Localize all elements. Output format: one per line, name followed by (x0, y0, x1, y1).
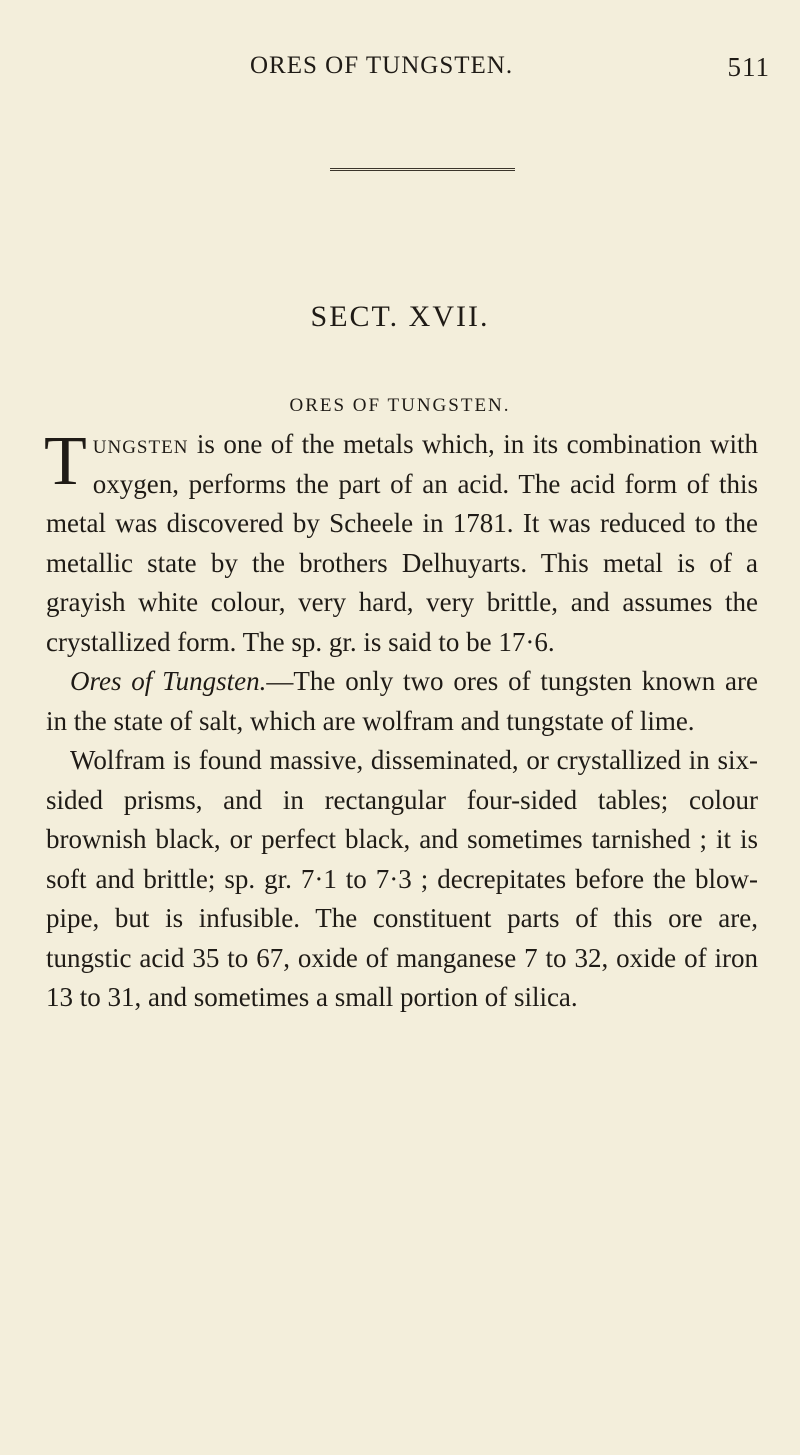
paragraph-1-text: is one of the metals which, in its combination with oxygen, performs the part of an acid. The acid form of this metal was discovered by Scheele in 1781. It was reduced to the metallic state by the brothers Delhuyarts. This metal is of a grayish white colour, very hard, very brittle, and assumes the crystallized form. The sp. gr. is said to be 17·6. (46, 429, 758, 657)
drop-cap: T (44, 423, 87, 500)
paragraph-2 (46, 662, 758, 741)
section-title: SECT. XVII. (310, 300, 490, 333)
smallcaps-word: ungsten (92, 429, 189, 459)
section-subtitle: ORES OF TUNGSTEN. (289, 395, 511, 416)
paragraph-3-text: Wolfram is found massive, disseminated, or crystallized in six-sided prisms, and in rectangular four-sided tables; colour brownish black, or perfect black, and sometimes tarnished ; it is soft and brittle; sp. gr. 7·1 to 7·3 ; decrepitates before the blow-pipe, but is infusible. The constituent parts of this ore are, tungstic acid 35 to 67, oxide of manganese 7 to 32, oxide of iron 13 to 31, and sometimes a small portion of silica. (46, 745, 758, 1012)
page-number: 511 (727, 52, 770, 82)
running-head (250, 52, 770, 92)
paragraph-1 (46, 425, 758, 662)
ornamental-rule (330, 168, 515, 171)
paragraph-2-heading: Ores of Tungsten. (70, 666, 267, 696)
body-text (46, 425, 758, 1018)
running-title: ORES OF TUNGSTEN. (250, 52, 514, 79)
paragraph-3 (46, 741, 758, 1018)
paragraph-2-text: —The only two ores of tungsten known are in the state of salt, which are wolfram and tungstate of lime. (46, 666, 759, 736)
